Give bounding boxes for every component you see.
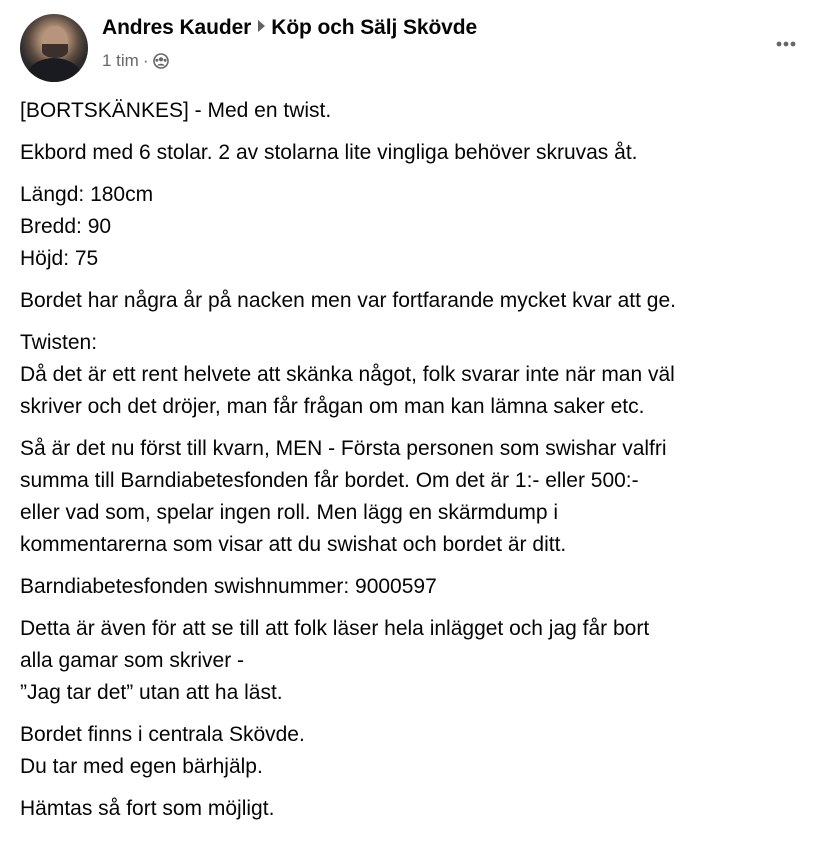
arrow-right-icon — [256, 16, 266, 40]
group-name-link[interactable]: Köp och Sälj Skövde — [271, 16, 478, 39]
post-paragraph: Bordet har några år på nacken men var fortfarande mycket kvar att ge. — [20, 289, 677, 312]
post-body — [20, 95, 820, 835]
avatar[interactable] — [20, 14, 88, 82]
meta-separator: · — [142, 51, 149, 70]
post-paragraph: Ekbord med 6 stolar. 2 av stolarna lite vingliga behöver skruvas åt. — [20, 141, 638, 164]
post-paragraph: Så är det nu först till kvarn, MEN - Första personen som swishar valfri summa till Barndiabetesfonden får bordet. Om det är 1:- eller 500:- eller vad som, spelar ingen roll. Men lägg en skärmdump i kommentarerna som visar att du swishat och bordet är ditt. — [20, 437, 667, 556]
post-paragraph: [BORTSKÄNKES] - Med en twist. — [20, 99, 332, 122]
post-paragraph: Detta är även för att se till att folk läser hela inlägget och jag får bort alla gamar som skriver - ”Jag tar det” utan att ha läst. — [20, 617, 650, 704]
more-options-icon[interactable] — [768, 30, 804, 58]
post-paragraph: Twisten: Då det är ett rent helvete att skänka något, folk svarar inte när man väl skriver och det dröjer, man får frågan om man kan lämna saker etc. — [20, 331, 675, 418]
group-audience-icon[interactable] — [153, 53, 169, 69]
post-paragraph: Längd: 180cm Bredd: 90 Höjd: 75 — [20, 183, 154, 270]
post-paragraph: Hämtas så fort som möjligt. — [20, 797, 275, 820]
author-line — [102, 16, 477, 40]
post-header — [20, 14, 812, 84]
author-name-link[interactable]: Andres Kauder — [102, 16, 252, 39]
post-meta — [102, 51, 169, 71]
post-paragraph: Bordet finns i centrala Skövde. Du tar med egen bärhjälp. — [20, 723, 305, 778]
timestamp-link[interactable]: 1 tim — [102, 51, 139, 70]
post-paragraph: Barndiabetesfonden swishnummer: 9000597 — [20, 575, 437, 598]
